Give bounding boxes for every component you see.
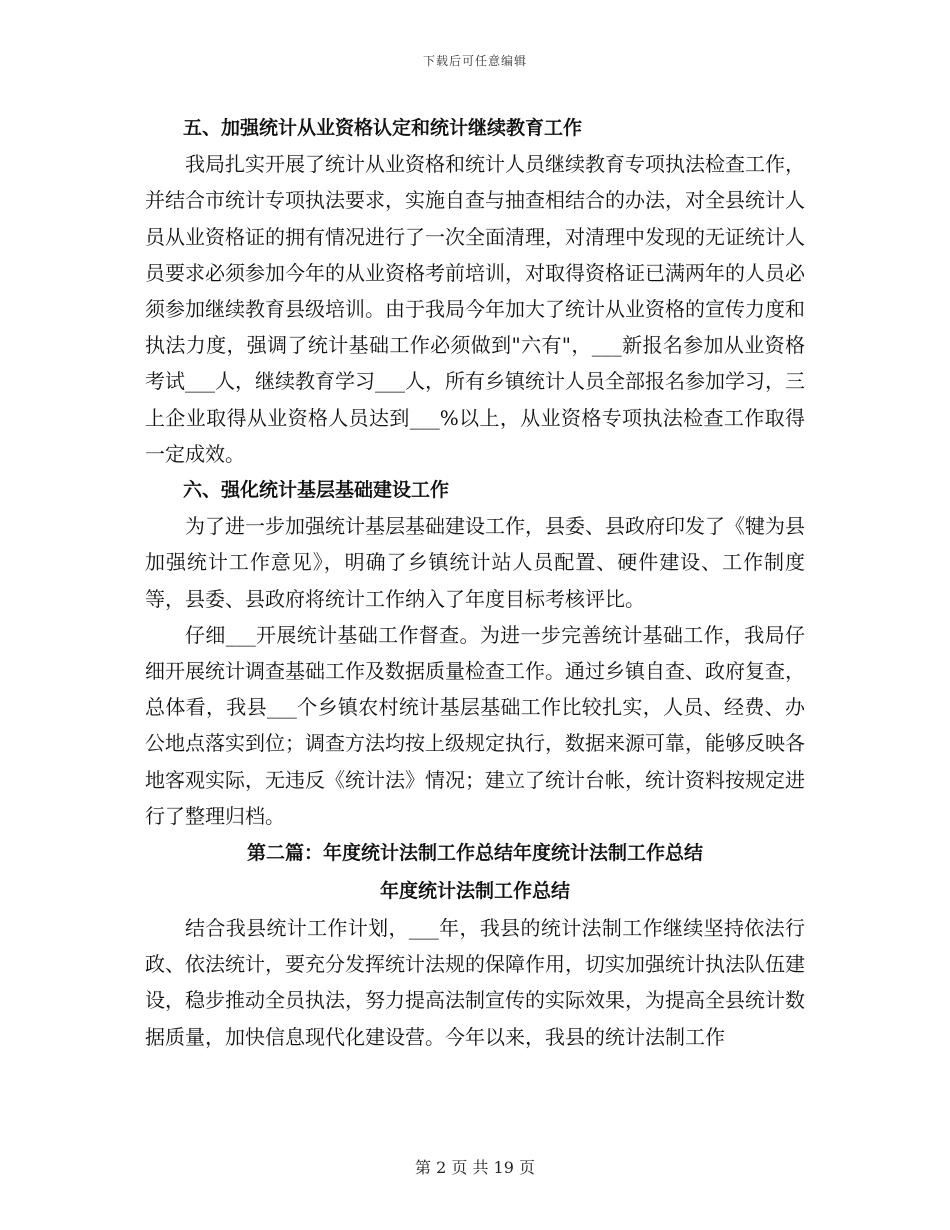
part-2-subtitle: 年度统计法制工作总结 bbox=[379, 880, 570, 903]
section-6-paragraph-2: 仔细___开展统计基础工作督查。为进一步完善统计基础工作，我局仔细开展统计调查基础工作及数据质量检查工作。通过乡镇自查、政府复查，总体看，我县___个乡镇农村统计基层基础工作比较扎实，人员、经费、办公地点落实到位；调查方法均按上级规定执行，数据来源可靠，能够反映各地客观实际，无违反《统计法》情况；建立了统计台帐，统计资料按规定进行了整理归档。 bbox=[145, 622, 805, 828]
section-5-title: 五、加强统计从业资格认定和统计继续教育工作 bbox=[183, 117, 583, 139]
document-body bbox=[145, 110, 805, 1055]
page-number: 第 2 页 共 19 页 bbox=[415, 1158, 535, 1177]
header-note: 下载后可任意编辑 bbox=[422, 54, 527, 68]
section-6-title: 六、强化统计基层基础建设工作 bbox=[183, 479, 450, 502]
part-2-title: 第二篇：年度统计法制工作总结年度统计法制工作总结 bbox=[246, 842, 703, 865]
part-2-paragraph-1: 结合我县统计工作计划，___年，我县的统计法制工作继续坚持依法行政、依法统计，要充分发挥统计法规的保障作用，切实加强统计执法队伍建设，稳步推动全员执法，努力提高法制宣传的实际效果，为提高全县统计数据质量，加快信息现代化建设营。今年以来，我县的统计法制工作 bbox=[145, 916, 805, 1049]
section-5-paragraph-1: 我局扎实开展了统计从业资格和统计人员继续教育专项执法检查工作，并结合市统计专项执法要求，实施自查与抽查相结合的办法，对全县统计人员从业资格证的拥有情况进行了一次全面清理，对清理中发现的无证统计人员要求必须参加今年的从业资格考前培训，对取得资格证已满两年的人员必须参加继续教育县级培训。由于我局今年加大了统计从业资格的宣传力度和执法力度，强调了统计基础工作必须做到"六有"，___新报名参加从业资格考试___人，继续教育学习___人，所有乡镇统计人员全部报名参加学习，三上企业取得从业资格人员达到___%以上，从业资格专项执法检查工作取得一定成效。 bbox=[145, 152, 805, 466]
section-6-paragraph-1: 为了进一步加强统计基层基础建设工作，县委、县政府印发了《犍为县加强统计工作意见》，明确了乡镇统计站人员配置、硬件建设、工作制度等，县委、县政府将统计工作纳入了年度目标考核评比。 bbox=[145, 514, 805, 611]
